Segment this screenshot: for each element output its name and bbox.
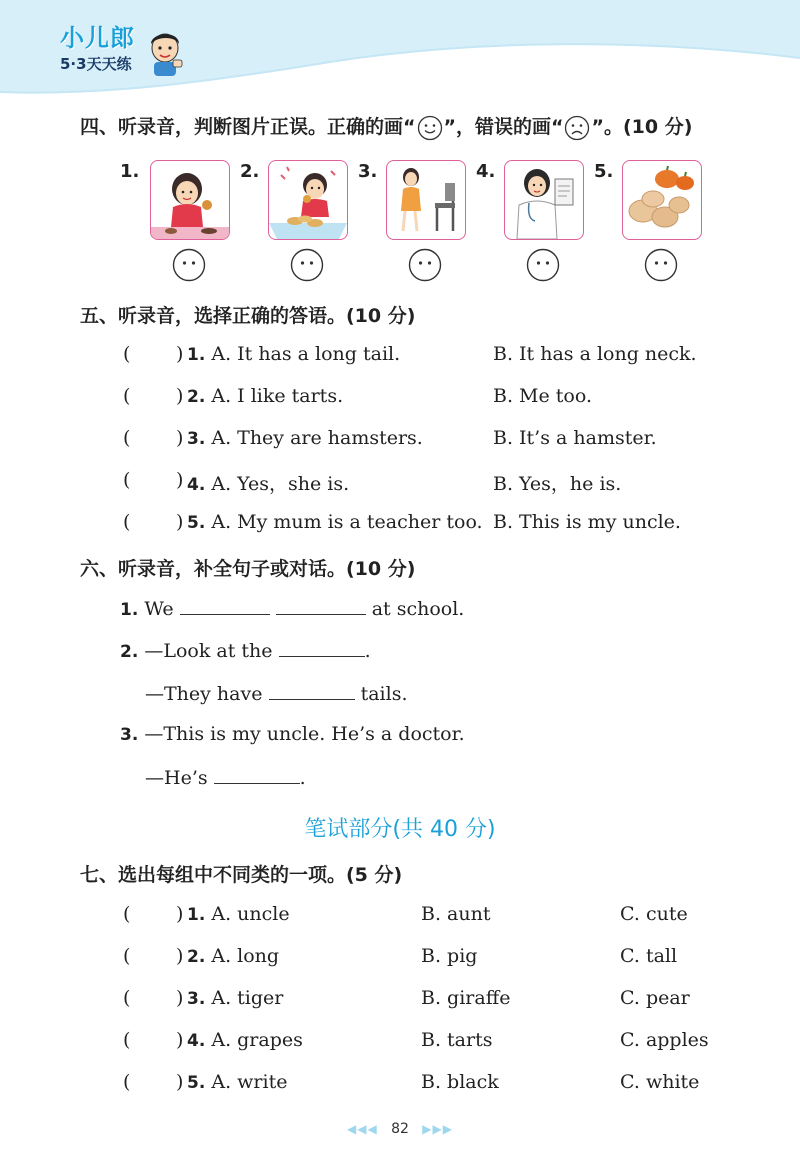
option-c: C. apples [620,1029,709,1051]
potatoes-and-pumpkins-picture [622,160,702,240]
sentence-text: —This is my uncle. He’s a doctor. [144,723,465,745]
section4-title [80,112,692,141]
answer-paren-close: ) [176,385,184,407]
sentence-text: . [299,767,306,789]
fill-question-3-line1 [120,723,465,745]
option-a: A. long [211,945,280,967]
answer-paren-open[interactable]: ( [123,343,131,365]
option-a: A. They are hamsters. [211,427,423,449]
option-a: A. I like tarts. [211,385,344,407]
answer-paren-open[interactable]: ( [123,903,131,925]
picture-number: 5. [594,161,614,182]
answer-paren-close: ) [176,903,184,925]
option-a: A. uncle [211,903,290,925]
question-number: 3. [187,429,206,449]
option-b: B. It has a long neck. [493,343,697,365]
answer-blank[interactable] [180,596,270,615]
option-b: B. pig [421,945,478,967]
answer-blank[interactable] [276,596,366,615]
answer-paren-open[interactable]: ( [123,511,131,533]
option-a: A. It has a long tail. [211,343,401,365]
sentence-text: —They have [145,683,263,705]
sentence-text: —He’s [145,767,208,789]
option-c: C. pear [620,987,690,1009]
answer-paren-close: ) [176,945,184,967]
question-number: 2. [187,387,206,407]
option-b: B. tarts [421,1029,493,1051]
written-part-title: 笔试部分(共 40 分) [304,817,496,842]
picture-number: 1. [120,161,140,182]
answer-paren-open[interactable]: ( [123,427,131,449]
option-b: B. black [421,1071,499,1093]
picture-number: 3. [358,161,378,182]
answer-circle[interactable] [172,248,206,282]
option-a: A. write [211,1071,288,1093]
option-a: A. Yes，she is. [211,473,350,495]
sentence-text: tails. [360,683,408,705]
option-b: B. This is my uncle. [493,511,681,533]
fill-question-2-line1 [120,638,371,662]
answer-paren-close: ) [176,469,184,491]
answer-circle[interactable] [526,248,560,282]
brand-series: 5·3天天练 [60,55,132,73]
picture-number: 4. [476,161,496,182]
sentence-text: —Look at the [144,640,273,662]
answer-blank[interactable] [279,638,365,657]
question-number: 4. [187,1031,206,1051]
answer-paren-open[interactable]: ( [123,945,131,967]
answer-paren-open[interactable]: ( [123,469,131,491]
doctor-picture [504,160,584,240]
answer-paren-open[interactable]: ( [123,1071,131,1093]
section7-title: 七、选出每组中不同类的一项。(5 分) [80,864,403,886]
question-number: 2. [120,642,139,662]
answer-paren-close: ) [176,987,184,1009]
fill-question-3-line2 [145,765,306,789]
sentence-text: at school. [371,598,465,620]
section4-title-suffix: ”。(10 分) [591,116,693,138]
answer-paren-close: ) [176,1029,184,1051]
brand-logo [60,18,135,74]
option-b: B. It’s a hamster. [493,427,657,449]
answer-blank[interactable] [269,681,355,700]
section6-title: 六、听录音，补全句子或对话。(10 分) [80,558,416,580]
option-a: A. tiger [211,987,284,1009]
answer-paren-close: ) [176,343,184,365]
sentence-text: . [364,640,371,662]
answer-circle[interactable] [290,248,324,282]
answer-paren-close: ) [176,427,184,449]
question-number: 5. [187,513,206,533]
section4-title-prefix: 四、听录音，判断图片正误。正确的画“ [80,116,416,138]
mascot-boy-icon [145,26,185,78]
answer-paren-close: ) [176,1071,184,1093]
section5-title: 五、听录音，选择正确的答语。(10 分) [80,305,416,327]
left-arrows-icon: ◀◀◀ [347,1122,378,1136]
option-b: B. aunt [421,903,491,925]
answer-paren-open[interactable]: ( [123,1029,131,1051]
answer-paren-close: ) [176,511,184,533]
answer-circle[interactable] [644,248,678,282]
answer-paren-open[interactable]: ( [123,987,131,1009]
option-c: C. tall [620,945,678,967]
fill-question-1 [120,596,464,620]
right-arrows-icon: ▶▶▶ [422,1122,453,1136]
question-number: 1. [187,905,206,925]
question-number: 4. [187,475,206,495]
section4-title-mid: ”，错误的画“ [443,116,564,138]
option-b: B. giraffe [421,987,511,1009]
option-a: A. My mum is a teacher too. [211,511,483,533]
question-number: 3. [120,725,139,745]
smile-face-icon [417,115,443,141]
question-number: 3. [187,989,206,1009]
question-number: 5. [187,1073,206,1093]
page-footer [0,1121,800,1137]
option-b: B. Me too. [493,385,592,407]
picture-number: 2. [240,161,260,182]
option-b: B. Yes，he is. [493,473,622,495]
boy-eating-tarts-picture [268,160,348,240]
option-c: C. white [620,1071,700,1093]
sad-face-icon [564,115,590,141]
answer-circle[interactable] [408,248,442,282]
girl-with-chair-picture [386,160,466,240]
girl-eating-cookies-picture [150,160,230,240]
answer-blank[interactable] [214,765,300,784]
option-a: A. grapes [211,1029,303,1051]
brand-name: 小儿郎 [60,24,135,52]
question-number: 1. [120,600,139,620]
answer-paren-open[interactable]: ( [123,385,131,407]
sentence-text: We [144,598,174,620]
option-c: C. cute [620,903,688,925]
page-number: 82 [391,1121,409,1137]
question-number: 1. [187,345,206,365]
fill-question-2-line2 [145,681,407,705]
question-number: 2. [187,947,206,967]
